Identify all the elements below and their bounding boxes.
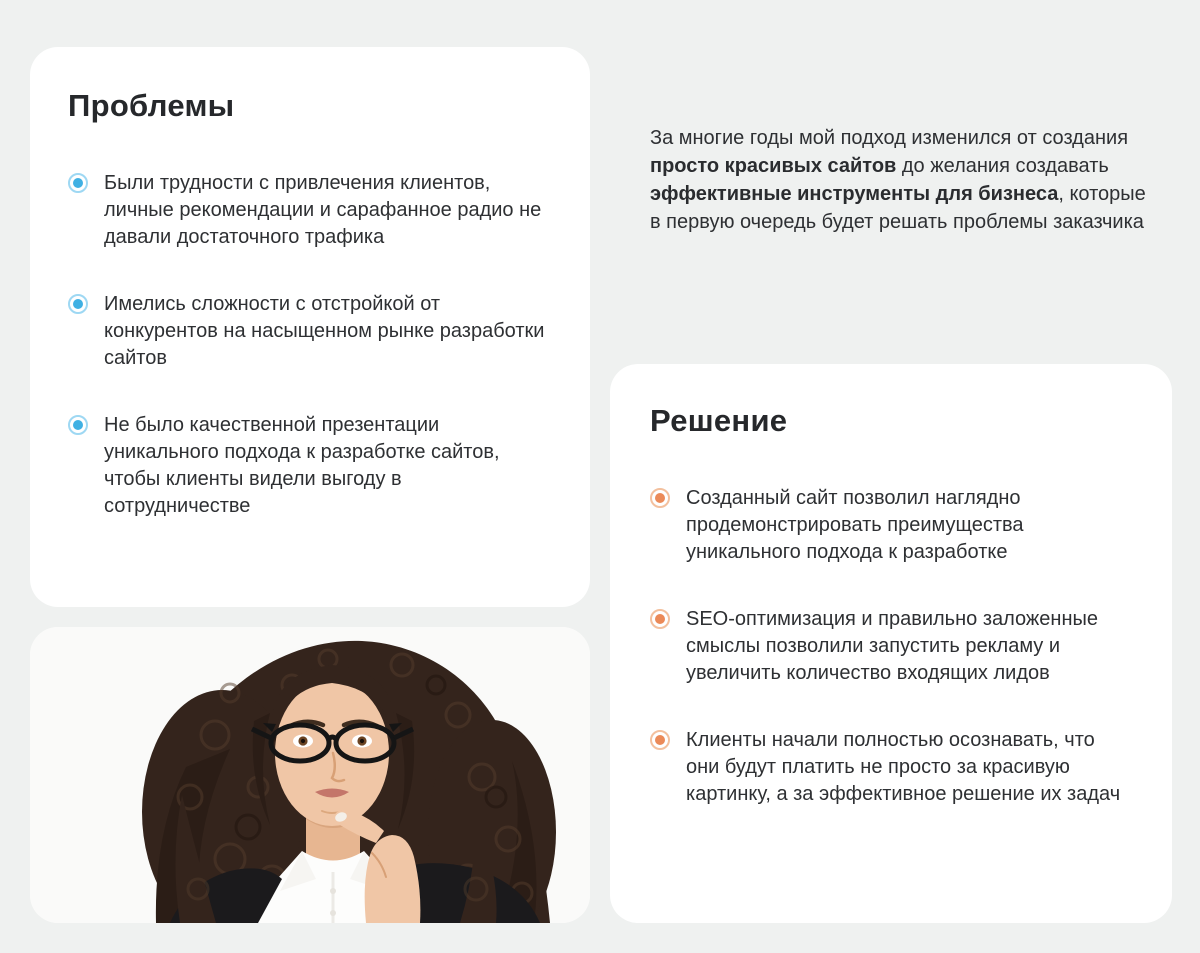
list-item xyxy=(68,170,548,251)
list-item xyxy=(650,485,1130,566)
portrait-photo xyxy=(30,627,590,923)
list-item-text: Клиенты начали полностью осознавать, что они будут платить не просто за красивую картинку, а за эффективное решение их задач xyxy=(686,729,1121,805)
bullet-dot-icon xyxy=(68,415,88,435)
paragraph-segment-bold: просто красивых сайтов xyxy=(650,155,897,177)
solution-card xyxy=(610,364,1172,923)
list-item-text: Созданный сайт позволил наглядно продемонстрировать преимущества уникального подхода к разработке xyxy=(686,487,1024,563)
solution-title: Решение xyxy=(650,403,788,438)
bullet-dot-icon xyxy=(650,730,670,750)
list-item xyxy=(68,291,548,372)
paragraph-segment: до желания создавать xyxy=(896,155,1109,177)
list-item-text: Имелись сложности с отстройкой от конкурентов на насыщенном рынке разработки сайтов xyxy=(104,293,545,369)
paragraph-segment: , которые в первую очередь будет решать проблемы заказчика xyxy=(650,183,1146,233)
bullet-dot-icon xyxy=(650,488,670,508)
bullet-dot-icon xyxy=(650,609,670,629)
paragraph-segment-bold: эффективные инструменты для бизнеса xyxy=(650,183,1059,205)
list-item xyxy=(650,606,1130,687)
portrait-photo-card xyxy=(30,627,590,923)
list-item-text: Не было качественной презентации уникального подхода к разработке сайтов, чтобы клиенты видели выгоду в сотрудничестве xyxy=(104,414,500,517)
list-item xyxy=(68,412,548,520)
paragraph-segment: За многие годы мой подход изменился от создания xyxy=(650,127,1129,149)
list-item xyxy=(650,727,1130,808)
problems-title: Проблемы xyxy=(68,88,235,123)
problems-list xyxy=(68,170,548,520)
bullet-dot-icon xyxy=(68,173,88,193)
solution-list xyxy=(650,485,1130,808)
approach-paragraph xyxy=(650,124,1150,236)
problems-card xyxy=(30,47,590,607)
bullet-dot-icon xyxy=(68,294,88,314)
list-item-text: SEO-оптимизация и правильно заложенные смыслы позволили запустить рекламу и увеличить количество входящих лидов xyxy=(686,608,1099,684)
list-item-text: Были трудности с привлечения клиентов, личные рекомендации и сарафанное радио не давали достаточного трафика xyxy=(104,172,542,248)
